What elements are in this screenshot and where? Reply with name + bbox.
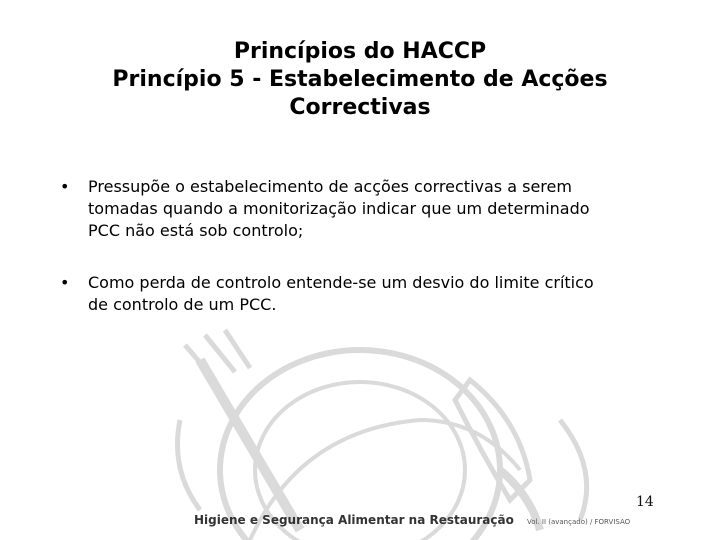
page-number: 14 (636, 494, 654, 510)
slide-title (60, 38, 660, 122)
bullet-line: tomadas quando a monitorização indicar que um determinado (88, 199, 590, 218)
bullet-line: de controlo de um PCC. (88, 295, 277, 314)
bullet-item (56, 176, 676, 242)
title-line: Princípio 5 - Estabelecimento de Acções (112, 67, 608, 92)
footer-title: Higiene e Segurança Alimentar na Restauração (194, 513, 514, 527)
bullet-line: Pressupõe o estabelecimento de acções correctivas a serem (88, 177, 572, 196)
bullet-list (56, 176, 676, 346)
footer (194, 509, 630, 528)
bullet-item (56, 272, 676, 316)
bullet-line: PCC não está sob controlo; (88, 221, 304, 240)
bullet-dot: • (60, 177, 70, 196)
bullet-dot: • (60, 273, 70, 292)
title-line: Correctivas (289, 95, 431, 120)
bullet-line: Como perda de controlo entende-se um desvio do limite crítico (88, 273, 594, 292)
footer-subtitle: Vol. II (avançado) / FORVISAO (526, 518, 631, 526)
title-line: Princípios do HACCP (233, 39, 487, 64)
